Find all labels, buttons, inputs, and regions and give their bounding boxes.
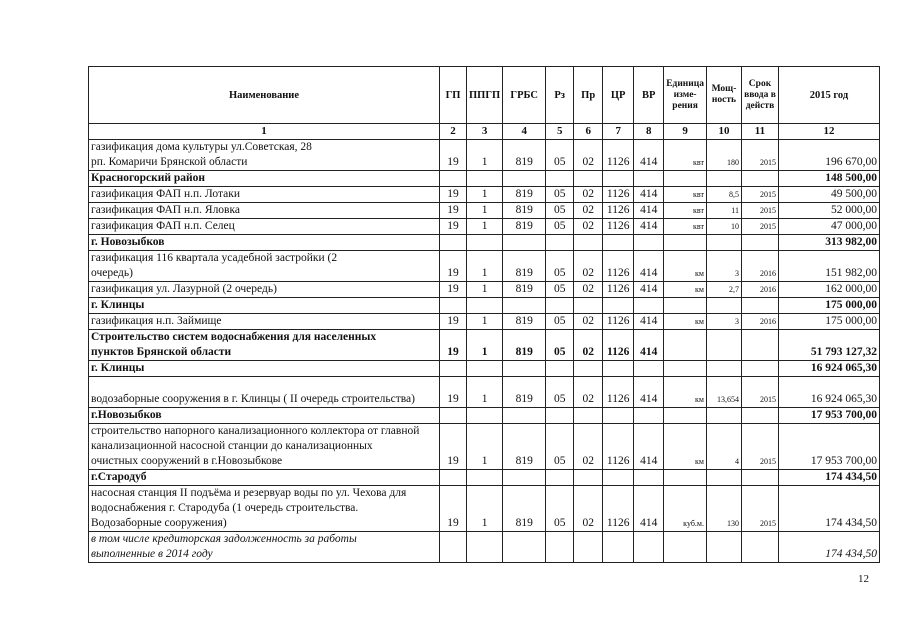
name-line: строительство напорного канализационного коллектора от главной <box>91 425 420 437</box>
rz-cell <box>546 408 574 424</box>
grbs-cell: 819 <box>503 314 546 330</box>
term-cell <box>741 532 778 563</box>
column-number: 9 <box>664 124 707 140</box>
rz-cell: 05 <box>546 203 574 219</box>
name-cell <box>89 298 440 314</box>
header-year: 2015 год <box>778 67 879 124</box>
name-line: г. Клинцы <box>91 362 145 374</box>
cr-cell <box>603 361 634 377</box>
term-cell <box>741 298 778 314</box>
gp-cell: 19 <box>440 330 467 361</box>
vr-cell: 414 <box>634 282 664 298</box>
power-cell: 3 <box>706 314 741 330</box>
name-line: водозаборные сооружения в г. Клинцы ( II очередь строительства) <box>91 393 415 405</box>
name-cell <box>89 470 440 486</box>
grbs-cell <box>503 361 546 377</box>
amount-cell: 52 000,00 <box>778 203 879 219</box>
rz-cell: 05 <box>546 282 574 298</box>
cr-cell: 1126 <box>603 314 634 330</box>
rz-cell <box>546 470 574 486</box>
header-gp: ГП <box>440 67 467 124</box>
unit-cell <box>664 171 707 187</box>
power-cell: 11 <box>706 203 741 219</box>
rz-cell <box>546 532 574 563</box>
unit-cell: квт <box>664 219 707 235</box>
name-cell <box>89 532 440 563</box>
power-cell: 2,7 <box>706 282 741 298</box>
section-row <box>89 408 880 424</box>
unit-cell <box>664 330 707 361</box>
power-cell: 180 <box>706 140 741 171</box>
name-line: выполненные в 2014 году <box>91 548 213 560</box>
table-row <box>89 251 880 282</box>
gp-cell <box>440 532 467 563</box>
grbs-cell: 819 <box>503 486 546 532</box>
amount-cell: 174 434,50 <box>778 532 879 563</box>
section-row <box>89 235 880 251</box>
vr-cell: 414 <box>634 330 664 361</box>
table-row <box>89 314 880 330</box>
ppgp-cell: 1 <box>467 377 503 408</box>
cr-cell: 1126 <box>603 140 634 171</box>
column-number: 2 <box>440 124 467 140</box>
page-number: 12 <box>858 573 869 585</box>
cr-cell <box>603 298 634 314</box>
table-row <box>89 377 880 408</box>
gp-cell: 19 <box>440 251 467 282</box>
unit-cell <box>664 235 707 251</box>
power-cell: 130 <box>706 486 741 532</box>
amount-cell: 51 793 127,32 <box>778 330 879 361</box>
name-line: очередь) <box>91 267 133 279</box>
unit-cell: квт <box>664 187 707 203</box>
rz-cell <box>546 171 574 187</box>
unit-cell: квт <box>664 140 707 171</box>
amount-cell: 175 000,00 <box>778 314 879 330</box>
amount-cell: 17 953 700,00 <box>778 408 879 424</box>
power-cell: 13,654 <box>706 377 741 408</box>
term-cell: 2015 <box>741 424 778 470</box>
unit-cell <box>664 470 707 486</box>
amount-cell: 174 434,50 <box>778 486 879 532</box>
cr-cell <box>603 470 634 486</box>
term-cell: 2016 <box>741 282 778 298</box>
cr-cell <box>603 532 634 563</box>
ppgp-cell: 1 <box>467 282 503 298</box>
table-row <box>89 282 880 298</box>
pr-cell: 02 <box>574 424 603 470</box>
name-cell <box>89 251 440 282</box>
pr-cell: 02 <box>574 377 603 408</box>
name-line: водоснабжения г. Стародуба (1 очередь строительства. <box>91 502 359 514</box>
power-cell <box>706 361 741 377</box>
gp-cell: 19 <box>440 187 467 203</box>
name-line: газификация 116 квартала усадебной застройки (2 <box>91 252 338 264</box>
vr-cell <box>634 235 664 251</box>
pr-cell <box>574 235 603 251</box>
unit-cell: км <box>664 424 707 470</box>
pr-cell <box>574 470 603 486</box>
header-vr: ВР <box>634 67 664 124</box>
budget-table <box>88 66 880 563</box>
unit-cell <box>664 532 707 563</box>
amount-cell: 196 670,00 <box>778 140 879 171</box>
term-cell: 2016 <box>741 251 778 282</box>
gp-cell <box>440 235 467 251</box>
table-row <box>89 219 880 235</box>
rz-cell <box>546 361 574 377</box>
cr-cell: 1126 <box>603 187 634 203</box>
name-line: Водозаборные сооружения) <box>91 517 227 529</box>
header-pr: Пр <box>574 67 603 124</box>
section-row <box>89 361 880 377</box>
rz-cell: 05 <box>546 377 574 408</box>
unit-cell <box>664 298 707 314</box>
amount-cell: 16 924 065,30 <box>778 361 879 377</box>
vr-cell: 414 <box>634 251 664 282</box>
cr-cell: 1126 <box>603 203 634 219</box>
grbs-cell <box>503 298 546 314</box>
vr-cell <box>634 171 664 187</box>
grbs-cell: 819 <box>503 330 546 361</box>
cr-cell <box>603 408 634 424</box>
pr-cell: 02 <box>574 282 603 298</box>
gp-cell: 19 <box>440 424 467 470</box>
term-cell <box>741 330 778 361</box>
gp-cell <box>440 298 467 314</box>
vr-cell: 414 <box>634 140 664 171</box>
name-line: в том числе кредиторская задолженность за работы <box>91 533 357 545</box>
name-line: г. Новозыбков <box>91 236 165 248</box>
ppgp-cell <box>467 408 503 424</box>
vr-cell: 414 <box>634 219 664 235</box>
column-number: 6 <box>574 124 603 140</box>
cr-cell: 1126 <box>603 486 634 532</box>
gp-cell: 19 <box>440 140 467 171</box>
term-cell <box>741 408 778 424</box>
unit-cell: км <box>664 251 707 282</box>
table-row <box>89 424 880 470</box>
ppgp-cell: 1 <box>467 486 503 532</box>
ppgp-cell <box>467 470 503 486</box>
name-cell <box>89 219 440 235</box>
grbs-cell: 819 <box>503 140 546 171</box>
grbs-cell <box>503 235 546 251</box>
name-line: газификация н.п. Займище <box>91 315 222 327</box>
column-number: 3 <box>467 124 503 140</box>
vr-cell <box>634 298 664 314</box>
header-power: Мощ-ность <box>706 67 741 124</box>
column-number: 8 <box>634 124 664 140</box>
power-cell: 8,5 <box>706 187 741 203</box>
rz-cell: 05 <box>546 330 574 361</box>
pr-cell: 02 <box>574 330 603 361</box>
name-cell <box>89 235 440 251</box>
term-cell: 2015 <box>741 203 778 219</box>
vr-cell <box>634 470 664 486</box>
gp-cell: 19 <box>440 377 467 408</box>
grbs-cell <box>503 532 546 563</box>
name-line: г.Новозыбков <box>91 409 162 421</box>
cr-cell: 1126 <box>603 282 634 298</box>
header-grbs: ГРБС <box>503 67 546 124</box>
vr-cell: 414 <box>634 314 664 330</box>
power-cell <box>706 408 741 424</box>
grbs-cell <box>503 171 546 187</box>
term-cell <box>741 470 778 486</box>
rz-cell: 05 <box>546 219 574 235</box>
power-cell <box>706 235 741 251</box>
ppgp-cell <box>467 298 503 314</box>
term-cell: 2016 <box>741 314 778 330</box>
term-cell: 2015 <box>741 219 778 235</box>
column-number: 12 <box>778 124 879 140</box>
name-line: газификация ФАП н.п. Лотаки <box>91 188 241 200</box>
rz-cell: 05 <box>546 187 574 203</box>
name-line: канализационной насосной станции до канализационных <box>91 440 373 452</box>
vr-cell: 414 <box>634 424 664 470</box>
table-row <box>89 140 880 171</box>
header-ppgp: ППГП <box>467 67 503 124</box>
term-cell: 2015 <box>741 377 778 408</box>
amount-cell: 162 000,00 <box>778 282 879 298</box>
name-cell <box>89 408 440 424</box>
unit-cell: км <box>664 282 707 298</box>
gp-cell <box>440 361 467 377</box>
pr-cell <box>574 298 603 314</box>
grbs-cell: 819 <box>503 203 546 219</box>
amount-cell: 313 982,00 <box>778 235 879 251</box>
name-line: г. Клинцы <box>91 299 145 311</box>
ppgp-cell: 1 <box>467 203 503 219</box>
name-line: г.Стародуб <box>91 471 147 483</box>
name-line: рп. Комаричи Брянской области <box>91 156 248 168</box>
amount-cell: 148 500,00 <box>778 171 879 187</box>
ppgp-cell: 1 <box>467 314 503 330</box>
power-cell <box>706 470 741 486</box>
unit-cell: км <box>664 377 707 408</box>
power-cell <box>706 330 741 361</box>
term-cell <box>741 171 778 187</box>
ppgp-cell: 1 <box>467 424 503 470</box>
vr-cell: 414 <box>634 377 664 408</box>
name-line <box>91 377 437 392</box>
gp-cell: 19 <box>440 486 467 532</box>
header-cr: ЦР <box>603 67 634 124</box>
power-cell <box>706 298 741 314</box>
header-term: Срок ввода в действ <box>741 67 778 124</box>
column-number: 1 <box>89 124 440 140</box>
amount-cell: 175 000,00 <box>778 298 879 314</box>
vr-cell: 414 <box>634 187 664 203</box>
column-number-row <box>89 124 880 140</box>
ppgp-cell <box>467 171 503 187</box>
vr-cell <box>634 361 664 377</box>
power-cell <box>706 171 741 187</box>
section-row <box>89 171 880 187</box>
pr-cell <box>574 408 603 424</box>
term-cell <box>741 235 778 251</box>
name-cell <box>89 361 440 377</box>
unit-cell <box>664 361 707 377</box>
pr-cell: 02 <box>574 219 603 235</box>
rz-cell: 05 <box>546 314 574 330</box>
name-cell <box>89 187 440 203</box>
name-cell <box>89 486 440 532</box>
cr-cell <box>603 171 634 187</box>
amount-cell: 47 000,00 <box>778 219 879 235</box>
name-cell <box>89 377 440 408</box>
grbs-cell: 819 <box>503 377 546 408</box>
ppgp-cell: 1 <box>467 140 503 171</box>
ppgp-cell <box>467 361 503 377</box>
cr-cell <box>603 235 634 251</box>
name-line: Красногорский район <box>91 172 206 184</box>
name-cell <box>89 424 440 470</box>
name-line: насосная станция II подъёма и резервуар воды по ул. Чехова для <box>91 487 407 499</box>
gp-cell: 19 <box>440 219 467 235</box>
gp-cell: 19 <box>440 203 467 219</box>
gp-cell: 19 <box>440 314 467 330</box>
pr-cell: 02 <box>574 251 603 282</box>
table-row <box>89 203 880 219</box>
term-cell: 2015 <box>741 187 778 203</box>
rz-cell: 05 <box>546 486 574 532</box>
name-line: газификация дома культуры ул.Советская, 28 <box>91 141 312 153</box>
name-line: пунктов Брянской области <box>91 346 232 358</box>
name-cell <box>89 330 440 361</box>
name-line: газификация ФАП н.п. Яловка <box>91 204 241 216</box>
unit-cell: куб.м. <box>664 486 707 532</box>
gp-cell: 19 <box>440 282 467 298</box>
pr-cell <box>574 171 603 187</box>
gp-cell <box>440 470 467 486</box>
column-number: 4 <box>503 124 546 140</box>
header-rz: Рз <box>546 67 574 124</box>
name-line: Строительство систем водоснабжения для населенных <box>91 331 377 343</box>
ppgp-cell: 1 <box>467 330 503 361</box>
section-row <box>89 470 880 486</box>
vr-cell <box>634 532 664 563</box>
cr-cell: 1126 <box>603 377 634 408</box>
gp-cell <box>440 171 467 187</box>
pr-cell <box>574 532 603 563</box>
section-row <box>89 330 880 361</box>
power-cell: 3 <box>706 251 741 282</box>
grbs-cell: 819 <box>503 187 546 203</box>
ppgp-cell <box>467 235 503 251</box>
cr-cell: 1126 <box>603 424 634 470</box>
amount-cell: 174 434,50 <box>778 470 879 486</box>
pr-cell: 02 <box>574 187 603 203</box>
unit-cell: км <box>664 314 707 330</box>
cr-cell: 1126 <box>603 251 634 282</box>
grbs-cell: 819 <box>503 219 546 235</box>
rz-cell <box>546 298 574 314</box>
cr-cell: 1126 <box>603 219 634 235</box>
power-cell <box>706 532 741 563</box>
column-number: 10 <box>706 124 741 140</box>
column-number: 11 <box>741 124 778 140</box>
vr-cell: 414 <box>634 203 664 219</box>
ppgp-cell <box>467 532 503 563</box>
column-number: 5 <box>546 124 574 140</box>
name-cell <box>89 203 440 219</box>
term-cell: 2015 <box>741 140 778 171</box>
grbs-cell <box>503 470 546 486</box>
term-cell: 2015 <box>741 486 778 532</box>
section-row <box>89 298 880 314</box>
header-unit: Единица изме-рения <box>664 67 707 124</box>
pr-cell: 02 <box>574 140 603 171</box>
note-row <box>89 532 880 563</box>
name-line: газификация ул. Лазурной (2 очередь) <box>91 283 277 295</box>
column-number: 7 <box>603 124 634 140</box>
pr-cell <box>574 361 603 377</box>
term-cell <box>741 361 778 377</box>
name-cell <box>89 140 440 171</box>
rz-cell <box>546 235 574 251</box>
ppgp-cell: 1 <box>467 251 503 282</box>
table-header-row <box>89 67 880 124</box>
name-cell <box>89 314 440 330</box>
unit-cell: квт <box>664 203 707 219</box>
header-name: Наименование <box>89 67 440 124</box>
amount-cell: 151 982,00 <box>778 251 879 282</box>
name-line: газификация ФАП н.п. Селец <box>91 220 235 232</box>
grbs-cell: 819 <box>503 424 546 470</box>
name-cell <box>89 282 440 298</box>
amount-cell: 49 500,00 <box>778 187 879 203</box>
power-cell: 10 <box>706 219 741 235</box>
pr-cell: 02 <box>574 203 603 219</box>
gp-cell <box>440 408 467 424</box>
name-line: очистных сооружений в г.Новозыбкове <box>91 455 283 467</box>
grbs-cell: 819 <box>503 282 546 298</box>
table-row <box>89 187 880 203</box>
table-row <box>89 486 880 532</box>
ppgp-cell: 1 <box>467 187 503 203</box>
amount-cell: 16 924 065,30 <box>778 377 879 408</box>
grbs-cell: 819 <box>503 251 546 282</box>
cr-cell: 1126 <box>603 330 634 361</box>
amount-cell: 17 953 700,00 <box>778 424 879 470</box>
vr-cell <box>634 408 664 424</box>
name-cell <box>89 171 440 187</box>
rz-cell: 05 <box>546 424 574 470</box>
pr-cell: 02 <box>574 314 603 330</box>
grbs-cell <box>503 408 546 424</box>
rz-cell: 05 <box>546 140 574 171</box>
rz-cell: 05 <box>546 251 574 282</box>
pr-cell: 02 <box>574 486 603 532</box>
vr-cell: 414 <box>634 486 664 532</box>
power-cell: 4 <box>706 424 741 470</box>
ppgp-cell: 1 <box>467 219 503 235</box>
unit-cell <box>664 408 707 424</box>
